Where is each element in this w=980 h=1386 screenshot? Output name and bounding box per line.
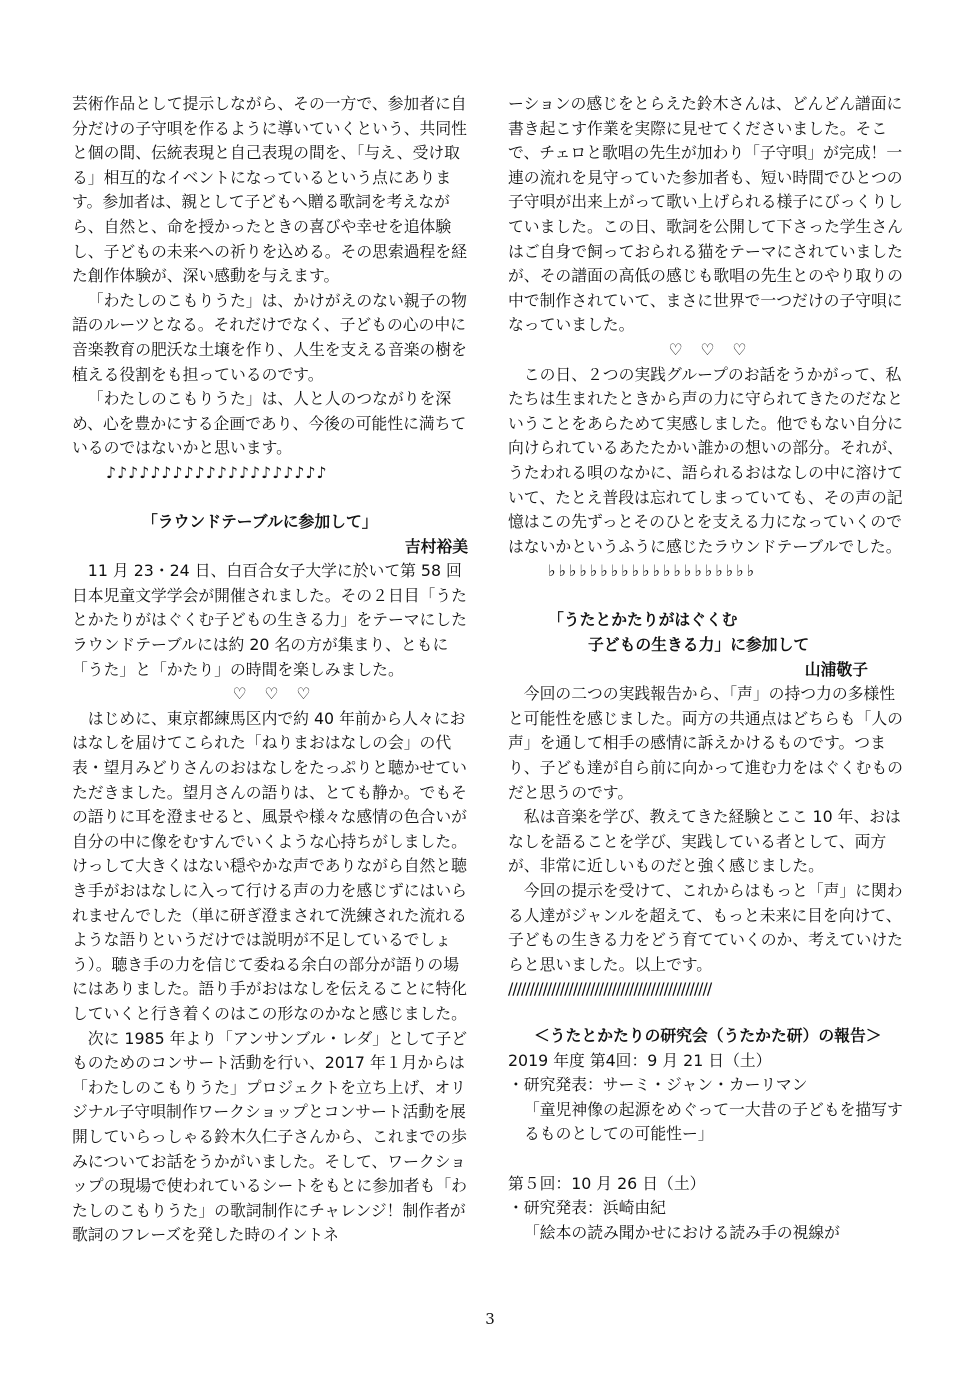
paragraph: 芸術作品として提示しながら、その一方で、参加者に自分だけの子守唄を作るように導いていくという、共同性と個の間、伝統表現と自己表現の間を、「与え、受け取る」相互的なイベントになっているという点にあります。参加者は、親として子どもへ贈る歌詞を考えながら、自然と、命を授かったときの喜びや幸せを追体験し、子どもの未来への祈りを込める。その思索過程を経た創作体験が、深い感動を与えます。 xyxy=(72,94,467,286)
spacer xyxy=(508,584,908,609)
report-title: ＜うたとかたりの研究会（うたかた研）の報告＞ xyxy=(534,1025,882,1045)
section-author: 吉村裕美 xyxy=(404,536,468,556)
paragraph: ーションの感じをとらえた鈴木さんは、どんどん譜面に書き起こす作業を実際に見せてくださいました。そこで、チェロと歌唱の先生が加わり「子守唄」が完成！一連の流れを見守っていた参加者も、短い時間でひとつの子守唄が出来上がって歌い上げられる様子にびっくりしていました。この日、歌詞を公開して下さった学生さんはご自身で飼っておられる猫をテーマにされていましたが、その譜面の高低の感じも歌唱の先生とのやり取りの中で制作されていて、まさに世界で一つだけの子守唄になっていました。 xyxy=(508,94,903,335)
paragraph: この日、２つの実践グループのお話をうかがって、私たちは生まれたときから声の力に守られてきたのだなということをあらためて実感しました。他でもない自分に向けられているあたたかい誰かの想いの部分。それが、うたわれる唄のなかに、語られるおはなしの中に溶けていて、たとえ普段は忘れてしまっていても、その声の記憶はこの先ずっとそのひとを支える力になっていくのではないかというふうに感じたラウンドテーブルでした。 xyxy=(508,364,903,556)
meeting-date: 2019 年度 第4回：9 月 21 日（土） xyxy=(508,1050,772,1070)
paragraph: はじめに、東京都練馬区内で約 40 年前から人々におはなしを届けてこられた「ねりまおはなしの会」の代表・望月みどりさんのおはなしをたっぷりと聴かせていただきました。望月さんの語りは、とても静か。でもその語りに耳を澄ませると、風景や様々な感情の色合いが自分の中に像をむすんでいくような心持ちがしました。けっして大きくはない穏やかな声でありながら自然と聴き手がおはなしに入って行ける声の力を感じずにはいられませんでした（単に研ぎ澄まされて洗練された流れるような語りというだけでは説明が不足しているでしょう）。聴き手の力を信じて委ねる余白の部分が語りの場にはありました。語り手がおはなしを伝えることに特化していくと行き着くのはこの形なのかなと感じました。 xyxy=(72,708,467,1023)
section-author: 山浦敬子 xyxy=(804,659,868,679)
paragraph: 私は音楽を学び、教えてきた経験とここ 10 年、おはなしを語ることを学び、実践している者として、両方が、非常に近しいものだと強く感じました。 xyxy=(508,807,901,876)
flat-symbol-divider: ♭♭♭♭♭♭♭♭♭♭♭♭♭♭♭♭♭♭♭♭ xyxy=(548,561,758,581)
presentation-title: 「童児神像の起源をめぐって一大昔の子どもを描写するものとしての可能性ー」 xyxy=(524,1099,903,1144)
meeting-presenter: ・研究発表：浜崎由紀 xyxy=(508,1198,666,1218)
section-title: 「ラウンドテーブルに参加して」 xyxy=(142,512,378,532)
left-column xyxy=(72,92,472,1248)
section-title: 子どもの生きる力」に参加して xyxy=(588,635,810,655)
meeting-presenter: ・研究発表：サーミ・ジャン・カーリマン xyxy=(508,1075,808,1095)
presentation-title: 「絵本の読み聞かせにおける読み手の視線が xyxy=(524,1222,840,1242)
paragraph: 「わたしのこもりうた」は、人と人のつながりを深め、心を豊かにする企画であり、今後の可能性に満ちているのではないかと思います。 xyxy=(72,389,467,458)
spacer xyxy=(508,1147,908,1172)
section-title: 「うたとかたりがはぐくむ xyxy=(548,610,738,630)
paragraph: 11 月 23・24 日、白百合女子大学に於いて第 58 回日本児童文学学会が開催されました。その２日目「うたとかたりがはぐくむ子どもの生きる力」をテーマにしたラウンドテーブルには約 20 名の方が集まり、ともに「うた」と「かたり」の時間を楽しみました。 xyxy=(72,561,467,679)
spacer xyxy=(508,1002,908,1024)
music-note-divider: ♪♪♪♪♪♪♪♪♪♪♪♪♪♪♪♪♪♪♪♪ xyxy=(106,462,328,482)
paragraph: 今回の二つの実践報告から、「声」の持つ力の多様性と可能性を感じました。両方の共通点はどちらも「人の声」を通して相手の感情に訴えかけるものです。つまり、子ども達が自ら前に向かって進む力をはぐくむものだと思うのです。 xyxy=(508,684,903,802)
paragraph: 今回の提示を受けて、これからはもっと「声」に関わる人達がジャンルを超えて、もっと未来に目を向けて、子どもの生きる力をどう育てていくのか、考えていけたらと思いました。以上です。 xyxy=(508,881,903,974)
page-number: 3 xyxy=(485,1310,495,1328)
meeting-date: 第５回：10 月 26 日（土） xyxy=(508,1173,706,1193)
spacer xyxy=(72,486,472,511)
heart-divider: ♡ ♡ ♡ xyxy=(668,339,748,359)
slash-divider: /////////////////////////////////////////////// xyxy=(508,979,712,999)
heart-divider: ♡ ♡ ♡ xyxy=(232,684,312,704)
paragraph: 「わたしのこもりうた」は、かけがえのない親子の物語のルーツとなる。それだけでなく、子どもの心の中に音楽教育の肥沃な土壌を作り、人生を支える音楽の樹を植える役割をも担っているのです。 xyxy=(72,290,467,384)
right-column xyxy=(508,92,908,1245)
paragraph: 次に 1985 年より「アンサンブル・レダ」として子どものためのコンサート活動を行い、2017 年１月からは「わたしのこもりうた」プロジェクトを立ち上げ、オリジナル子守唄制作ワークショップとコンサート活動を展開していらっしゃる鈴木久仁子さんから、これまでの歩みについてお話をうかがいました。そして、ワークショップの現場で使われているシートをもとに参加者も「わたしのこもりうた」の歌詞制作にチャレンジ！制作者が歌詞のフレーズを発した時のイントネ xyxy=(72,1028,468,1245)
